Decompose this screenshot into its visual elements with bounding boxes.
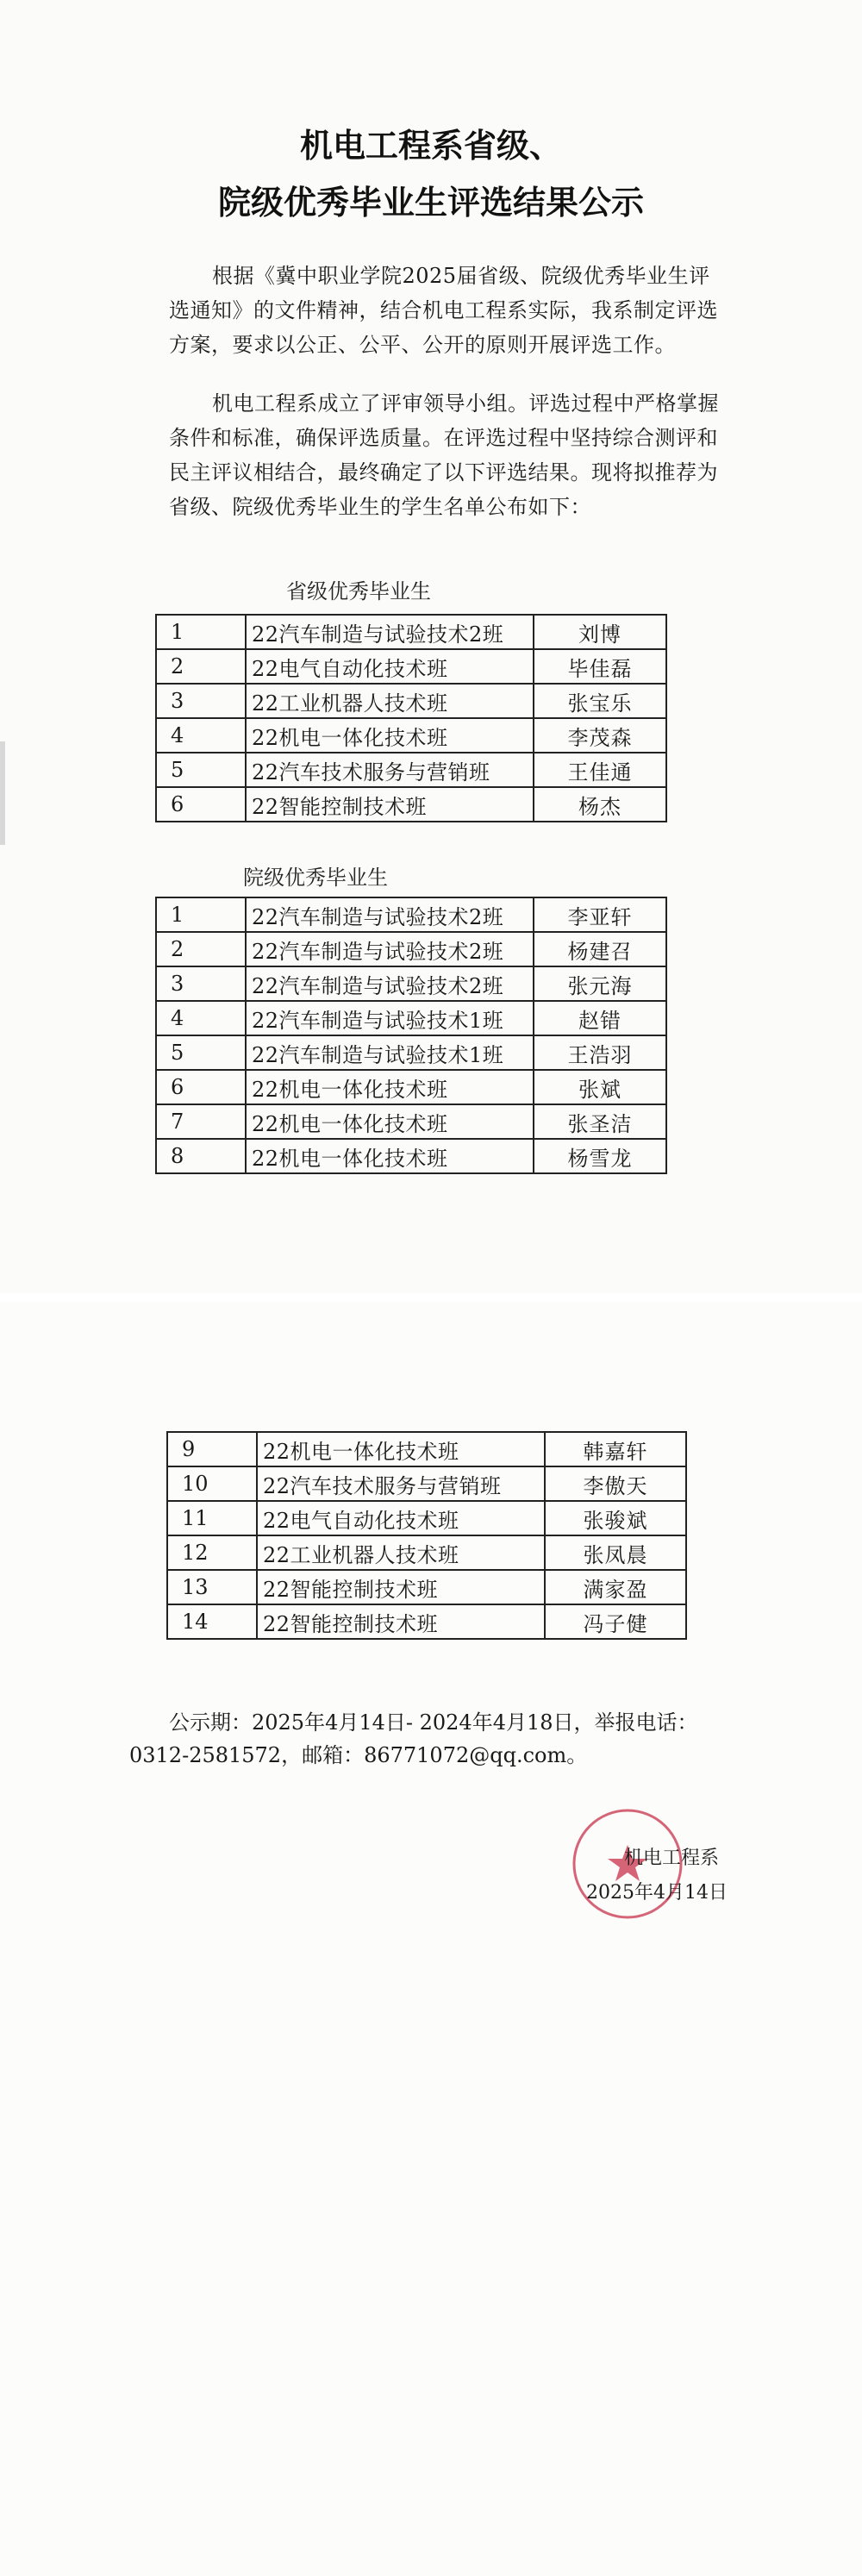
row-number: 2 bbox=[156, 649, 246, 684]
class-name-cell: 22汽车制造与试验技术1班 bbox=[246, 1035, 534, 1070]
table-row bbox=[156, 1104, 666, 1139]
row-number: 4 bbox=[156, 718, 246, 753]
class-name-cell: 22机电一体化技术班 bbox=[246, 1070, 534, 1104]
row-number: 6 bbox=[156, 1070, 246, 1104]
table-row bbox=[156, 649, 666, 684]
class-name-cell: 22汽车技术服务与营销班 bbox=[246, 753, 534, 787]
class-name-cell: 22机电一体化技术班 bbox=[257, 1432, 545, 1466]
student-name-cell: 张凤晨 bbox=[545, 1535, 686, 1570]
signature-date: 2025年4月14日 bbox=[586, 1882, 728, 1904]
student-name-cell: 杨雪龙 bbox=[534, 1139, 666, 1173]
table-row bbox=[167, 1535, 686, 1570]
class-name-cell: 22智能控制技术班 bbox=[246, 787, 534, 822]
student-name-cell: 刘博 bbox=[534, 615, 666, 649]
row-number: 14 bbox=[167, 1604, 257, 1639]
document-title-line2: 院级优秀毕业生评选结果公示 bbox=[217, 184, 644, 222]
student-name-cell: 杨杰 bbox=[534, 787, 666, 822]
class-name-cell: 22汽车制造与试验技术2班 bbox=[246, 932, 534, 966]
table-row bbox=[167, 1501, 686, 1535]
student-name-cell: 王浩羽 bbox=[534, 1035, 666, 1070]
row-number: 9 bbox=[167, 1432, 257, 1466]
row-number: 11 bbox=[167, 1501, 257, 1535]
table-row bbox=[156, 787, 666, 822]
row-number: 3 bbox=[156, 966, 246, 1001]
student-name-cell: 冯子健 bbox=[545, 1604, 686, 1639]
table-row bbox=[156, 932, 666, 966]
row-number: 6 bbox=[156, 787, 246, 822]
class-name-cell: 22汽车制造与试验技术2班 bbox=[246, 966, 534, 1001]
row-number: 13 bbox=[167, 1570, 257, 1604]
row-number: 8 bbox=[156, 1139, 246, 1173]
college-graduates-table-part1 bbox=[155, 897, 667, 1174]
student-name-cell: 张骏斌 bbox=[545, 1501, 686, 1535]
student-name-cell: 张斌 bbox=[534, 1070, 666, 1104]
class-name-cell: 22汽车制造与试验技术2班 bbox=[246, 615, 534, 649]
province-graduates-table bbox=[155, 614, 667, 822]
student-name-cell: 赵错 bbox=[534, 1001, 666, 1035]
notice-contact-line: 0312-2581572，邮箱：86771072@qq.com。 bbox=[129, 1743, 588, 1767]
table-row bbox=[156, 753, 666, 787]
class-name-cell: 22智能控制技术班 bbox=[257, 1604, 545, 1639]
table-row bbox=[156, 684, 666, 718]
table-row bbox=[167, 1466, 686, 1501]
student-name-cell: 满家盈 bbox=[545, 1570, 686, 1604]
class-name-cell: 22工业机器人技术班 bbox=[246, 684, 534, 718]
row-number: 7 bbox=[156, 1104, 246, 1139]
student-name-cell: 张元海 bbox=[534, 966, 666, 1001]
row-number: 10 bbox=[167, 1466, 257, 1501]
class-name-cell: 22汽车制造与试验技术1班 bbox=[246, 1001, 534, 1035]
student-name-cell: 韩嘉轩 bbox=[545, 1432, 686, 1466]
intro-paragraph: 根据《冀中职业学院2025届省级、院级优秀毕业生评选通知》的文件精神，结合机电工程系实际，我系制定评选方案，要求以公正、公平、公开的原则开展评选工作。 bbox=[169, 264, 718, 357]
signature-department: 机电工程系 bbox=[624, 1848, 720, 1869]
notice-period-line: 公示期：2025年4月14日- 2024年4月18日，举报电话： bbox=[169, 1710, 698, 1735]
student-name-cell: 李傲天 bbox=[545, 1466, 686, 1501]
row-number: 4 bbox=[156, 1001, 246, 1035]
table-row bbox=[156, 966, 666, 1001]
table-row bbox=[156, 615, 666, 649]
class-name-cell: 22机电一体化技术班 bbox=[246, 1139, 534, 1173]
student-name-cell: 李茂森 bbox=[534, 718, 666, 753]
student-name-cell: 张圣洁 bbox=[534, 1104, 666, 1139]
student-name-cell: 李亚轩 bbox=[534, 897, 666, 932]
row-number: 3 bbox=[156, 684, 246, 718]
table-row bbox=[167, 1432, 686, 1466]
class-name-cell: 22机电一体化技术班 bbox=[246, 1104, 534, 1139]
student-name-cell: 张宝乐 bbox=[534, 684, 666, 718]
class-name-cell: 22智能控制技术班 bbox=[257, 1570, 545, 1604]
row-number: 5 bbox=[156, 753, 246, 787]
document-title-line1: 机电工程系省级、 bbox=[299, 127, 562, 165]
table-row bbox=[156, 1001, 666, 1035]
table-row bbox=[156, 1139, 666, 1173]
row-number: 1 bbox=[156, 897, 246, 932]
class-name-cell: 22电气自动化技术班 bbox=[257, 1501, 545, 1535]
college-graduates-table-part2 bbox=[166, 1431, 687, 1640]
table-row bbox=[167, 1604, 686, 1639]
class-name-cell: 22汽车制造与试验技术2班 bbox=[246, 897, 534, 932]
table-row bbox=[156, 897, 666, 932]
process-paragraph: 机电工程系成立了评审领导小组。评选过程中严格掌握条件和标准，确保评选质量。在评选过程中坚持综合测评和民主评议相结合，最终确定了以下评选结果。现将拟推荐为省级、院级优秀毕业生的学生名单公布如下： bbox=[169, 391, 719, 519]
student-name-cell: 王佳通 bbox=[534, 753, 666, 787]
student-name-cell: 杨建召 bbox=[534, 932, 666, 966]
student-name-cell: 毕佳磊 bbox=[534, 649, 666, 684]
class-name-cell: 22电气自动化技术班 bbox=[246, 649, 534, 684]
row-number: 5 bbox=[156, 1035, 246, 1070]
table-row bbox=[167, 1570, 686, 1604]
table-row bbox=[156, 1035, 666, 1070]
row-number: 2 bbox=[156, 932, 246, 966]
college-table-caption: 院级优秀毕业生 bbox=[243, 866, 388, 890]
class-name-cell: 22汽车技术服务与营销班 bbox=[257, 1466, 545, 1501]
table-row bbox=[156, 1070, 666, 1104]
class-name-cell: 22工业机器人技术班 bbox=[257, 1535, 545, 1570]
class-name-cell: 22机电一体化技术班 bbox=[246, 718, 534, 753]
table-row bbox=[156, 718, 666, 753]
scan-edge-mark bbox=[0, 741, 5, 845]
province-table-caption: 省级优秀毕业生 bbox=[286, 579, 431, 603]
row-number: 1 bbox=[156, 615, 246, 649]
row-number: 12 bbox=[167, 1535, 257, 1570]
